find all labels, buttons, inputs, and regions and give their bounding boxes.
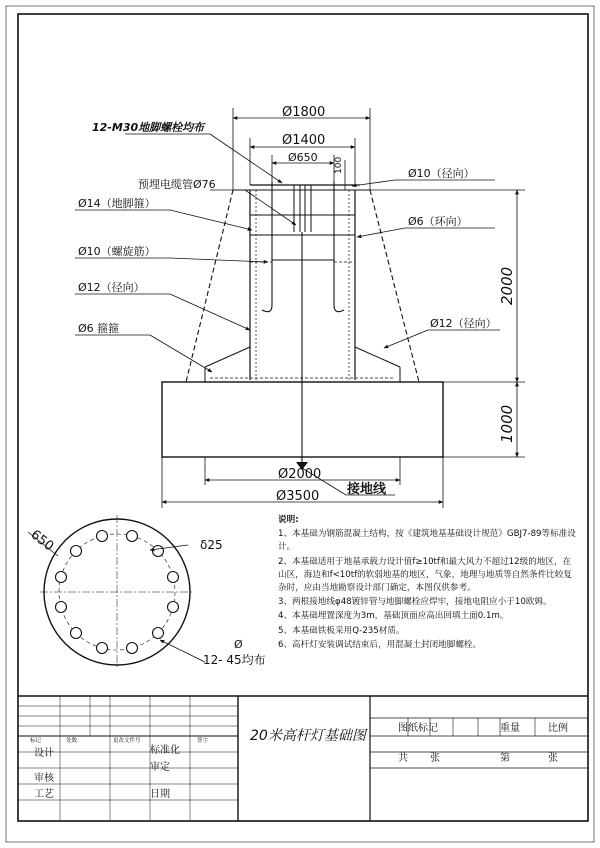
- plate-thickness-label: δ25: [200, 538, 223, 552]
- top-dimensions: [233, 108, 370, 190]
- design-notes: [278, 514, 578, 653]
- bolt-hole: [56, 572, 67, 583]
- drawing-title: 20米高杆灯基础图: [250, 728, 366, 744]
- rev-header-count: 处数: [66, 738, 78, 744]
- ground-line-label: 接地线: [347, 482, 387, 497]
- rev-header-mark: 标记: [30, 738, 42, 744]
- note-item: 3、两根接地线φ48镀锌管与地脚螺栓应焊牢，接地电阻应小于10欧姆。: [278, 597, 552, 608]
- note-item: 4、本基础埋置深度为3m，基础顶面应高出回填土面0.1m。: [278, 611, 509, 622]
- rebar-14-label: Ø14（地脚箍）: [78, 197, 156, 210]
- rebar-12-radial-right-label: Ø12（径向）: [430, 317, 497, 330]
- bolt-hole: [153, 628, 164, 639]
- holes-label: 12- 45均布: [203, 653, 266, 667]
- dim-1400: Ø1400: [282, 133, 326, 148]
- rebar-10-spiral-label: Ø10（螺旋筋）: [78, 245, 156, 258]
- dim-3500-base: Ø3500: [276, 489, 320, 504]
- rebar-10-radial-label: Ø10（径向）: [408, 167, 475, 180]
- standardize-label: 标准化: [150, 745, 180, 756]
- hole-dia-symbol: Ø: [234, 638, 243, 651]
- base-plate-plan: [28, 515, 205, 669]
- stirrup-6-label: Ø6 箍箍: [78, 322, 120, 335]
- total-label: 共: [398, 753, 408, 764]
- plan-dim-650: 650: [27, 527, 57, 555]
- cable-pipe-label: 预埋电缆管Ø76: [138, 178, 216, 191]
- bolt-hole: [127, 643, 138, 654]
- note-item: 2、本基础适用于地基承载力设计值f≥10tf和最大风力不超过12级的地区，在山区，海边和f<10tf的软弱地基的地区，气象，地理与地质等自然条件比较复杂时，应由当地勘察设计部门确定，本图仅供参考。: [278, 556, 572, 594]
- notes-heading: 说明:: [278, 515, 299, 525]
- bolt-hole: [127, 531, 138, 542]
- bolt-hole: [153, 546, 164, 557]
- foundation-elevation: [162, 182, 443, 468]
- scale-label: 比例: [548, 723, 568, 734]
- dim-2000-vertical: 2000: [498, 266, 516, 305]
- bolt-hole: [97, 531, 108, 542]
- rebar-12-radial-left-label: Ø12（径向）: [78, 281, 145, 294]
- note-item: 5、本基础铁板采用Q-235材质。: [278, 625, 405, 636]
- review-label: 审核: [34, 773, 54, 784]
- drawing-mark-label: 图纸标记: [398, 723, 438, 734]
- dim-650: Ø650: [288, 151, 318, 164]
- note-item: 6、高杆灯安装调试结束后，用混凝土封闭地脚螺栓。: [278, 639, 482, 650]
- sheets-label-2: 张: [548, 753, 558, 764]
- rebar-6-ring-label: Ø6（环向）: [408, 215, 468, 228]
- bolt-hole: [168, 572, 179, 583]
- dim-2000-base: Ø2000: [278, 467, 322, 482]
- design-label: 设计: [34, 748, 54, 759]
- bolt-hole: [97, 643, 108, 654]
- bolt-hole: [168, 602, 179, 613]
- dim-1000-vertical: 1000: [498, 404, 516, 443]
- note-item: 1、本基础为钢筋混凝土结构，按《建筑地基基础设计规范》GBJ7-89等标准设计。: [278, 529, 576, 553]
- dim-100: 100: [334, 156, 344, 174]
- bolts-label: 12-M30地脚螺栓均布: [92, 121, 205, 134]
- sheets-label-1: 张: [430, 753, 440, 764]
- rev-header-docnum: 更改文件号: [113, 738, 141, 744]
- process-label: 工艺: [34, 789, 54, 800]
- rev-header-sign: 签字: [197, 738, 209, 744]
- bolt-hole: [71, 628, 82, 639]
- bolt-hole: [71, 546, 82, 557]
- bolt-hole: [56, 602, 67, 613]
- weight-label: 重量: [500, 723, 520, 734]
- dim-1800: Ø1800: [282, 105, 326, 120]
- page-label: 第: [500, 753, 510, 764]
- date-label: 日期: [150, 789, 170, 800]
- approve-label: 审定: [150, 762, 170, 773]
